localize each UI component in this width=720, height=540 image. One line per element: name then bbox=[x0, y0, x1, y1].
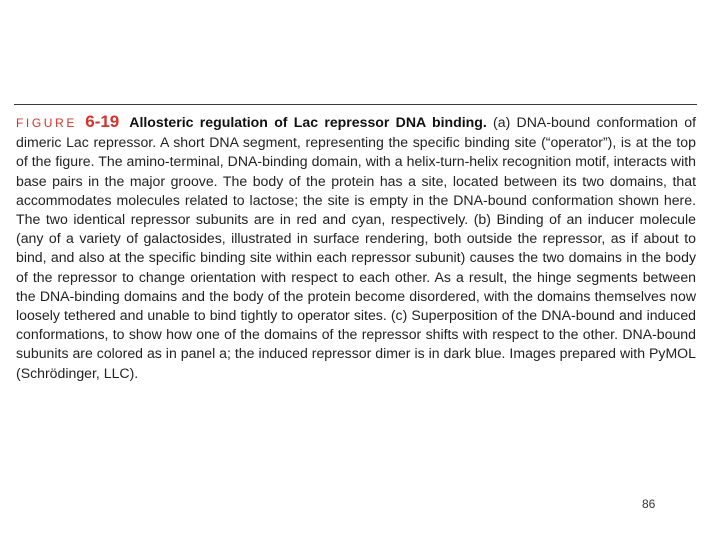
figure-caption bbox=[16, 112, 696, 383]
figure-caption-body: (a) DNA-bound conformation of dimeric Lac repressor. A short DNA segment, representing the specific binding site (“operator”), is at the top of the figure. The amino-terminal, DNA-binding domain, with a helix-turn-helix recognition motif, interacts with base pairs in the major groove. The body of the protein has a site, located between its two domains, that accommodates molecules related to lactose; the site is empty in the DNA-bound conformation shown here. The two identical repressor subunits are in red and cyan, respectively. (b) Binding of an inducer molecule (any of a variety of galactosides, illustrated in surface rendering, both outside the repressor, as if about to bind, and also at the specific binding site within each repressor subunit) causes the two domains in the body of the repressor to change orientation with respect to each other. As a result, the hinge segments between the DNA-binding domains and the body of the protein become disordered, with the domains themselves now loosely tethered and unable to bind tightly to operator sites. (c) Superposition of the DNA-bound and induced conformations, to show how one of the domains of the repressor shifts with respect to the other. DNA-bound subunits are colored as in panel a; the induced repressor dimer is in dark blue. Images prepared with PyMOL (Schrödinger, LLC). bbox=[16, 114, 696, 381]
page-number: 86 bbox=[642, 497, 656, 511]
top-rule bbox=[14, 104, 697, 105]
figure-label: FIGURE bbox=[16, 116, 77, 130]
figure-title: Allosteric regulation of Lac repressor DNA binding. bbox=[129, 114, 487, 130]
figure-number: 6-19 bbox=[85, 112, 120, 131]
